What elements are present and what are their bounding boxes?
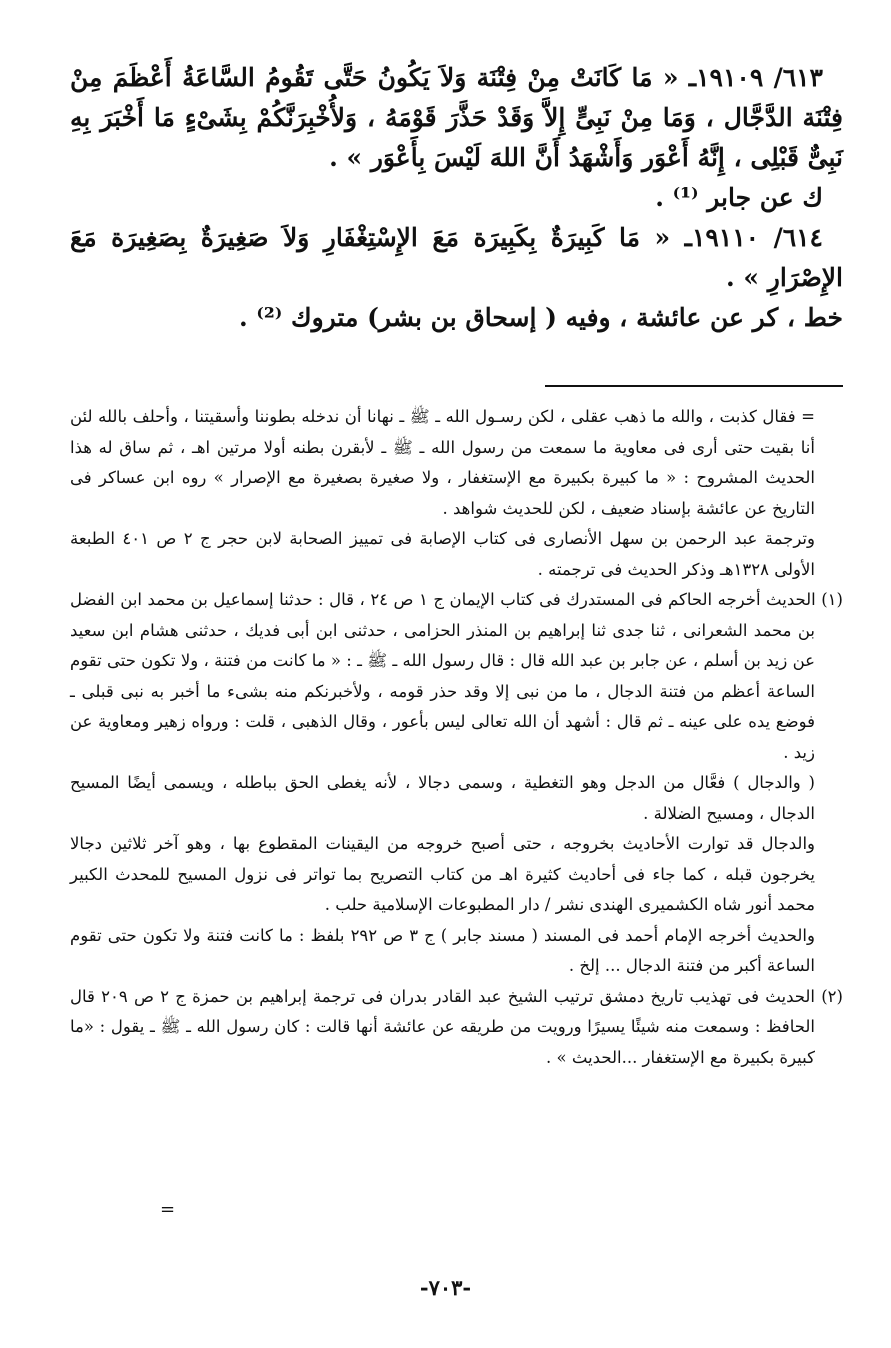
- footnotes: [70, 402, 843, 1073]
- footnote-separator: [545, 385, 843, 387]
- page-number: -٧٠٣-: [419, 1275, 472, 1300]
- source-614: خط ، كر عن عائشة ، وفيه ( إسحاق بن بشر) متروك ⁽²⁾ .: [239, 303, 843, 332]
- footnote-1-paragraph-d: والحديث أخرجه الإمام أحمد فى المسند ( مسند جابر ) ج ٣ ص ٢٩٢ بلفظ : ما كانت فتنة ولا تكون حتى تقوم الساعة أكبر من فتنة الدجال ... إلخ .: [70, 925, 815, 975]
- hadith-614: ٦١٤/ ١٩١١٠ـ « مَا كَبِيرَةٌ بِكَبِيرَة مَعَ الإِسْتِغْفَارِ وَلاَ صَغِيرَةٌ بِصَغِيرَة مَعَ الإِصْرَارِ » .: [70, 223, 843, 292]
- footnote-1-paragraph-b: ( والدجال ) فعَّال من الدجل وهو التغطية ، وسمى دجالا ، لأنه يغطى الحق بباطله ، ويسمى أيضًا المسيح الدجال ، ومسيح الضلالة .: [70, 773, 815, 823]
- footnote-2: (٢) الحديث فى تهذيب تاريخ دمشق ترتيب الشيخ عبد القادر بدران فى ترجمة إبراهيم بن حمزة ج ٢ ص ٢٠٩ قال الحافظ : وسمعت منه شيئًا يسيرًا ورويت من طريقه عن عائشة أنها قالت : كان رسول الله ـ ﷺ ـ يقول : «ما كبيرة بكبيرة مع الإستغفار ...الحديث » .: [70, 986, 843, 1067]
- hadith-613: ٦١٣/ ١٩١٠٩ـ « مَا كَانَتْ مِنْ فِتْنَة وَلاَ يَكُونُ حَتَّى تَقُومُ السَّاعَةُ أَعْظَمَ مِنْ فِتْنَة الدَّجَّال ، وَمَا مِنْ نَبِىٍّ إِلاَّ وَقَدْ حَذَّرَ قَوْمَهُ ، وَلأُخْبِرَنَّكُمْ بِشَىْءٍ مَا أَخْبَرَ بِهِ نَبِىٌّ قَبْلِى ، إِنَّهُ أَعْوَر وَأَشْهَدُ أَنَّ اللهَ لَيْسَ بِأَعْوَر » .: [70, 63, 843, 172]
- source-613: ك عن جابر ⁽¹⁾ .: [655, 183, 823, 212]
- footnote-continuation-2: وترجمة عبد الرحمن بن سهل الأنصارى فى كتاب الإصابة فى تمييز الصحابة لابن حجر ج ٢ ص ٤٠١ الطبعة الأولى ١٣٢٨هـ وذكر الحديث فى ترجمته .: [70, 529, 815, 579]
- main-text: [70, 58, 843, 338]
- footnote-1-paragraph-c: والدجال قد توارت الأحاديث بخروجه ، حتى أصبح خروجه من اليقينات المقطوع بها ، وهو آخر ثلاثين دجالا يخرجون قبله ، كما جاء فى أحاديث كثيرة اهـ من كتاب التصريح بما تواتر فى نزول المسيح للمحدث الكبير محمد أنور شاه الكشميرى الهندى نشر / دار المطبوعات الإسلامية حلب .: [70, 834, 815, 914]
- footnote-1: (١) الحديث أخرجه الحاكم فى المستدرك فى كتاب الإيمان ج ١ ص ٢٤ ، قال : حدثنا إسماعيل بن محمد ابن الفضل بن محمد الشعرانى ، ثنا جدى ثنا إبراهيم بن المنذر الحزامى ، حدثنى ابن أبى فديك ، حدثنى هشام ابن سعيد عن زيد بن أسلم ، عن جابر بن عبد الله قال : قال رسول الله ـ ﷺ ـ : « ما كانت من فتنة ، ولا تكون حتى تقوم الساعة أعظم من فتنة الدجال ، ما من نبى إلا وقد حذر قومه ، ولأخبرنكم منه بشىء ما أخبر به نبى قبلى ـ فوضع يده على عينه ـ ثم قال : أشهد أن الله تعالى ليس بأعور ، وقال الذهبى ، قلت : ورواه زهير ومعاوية عن زيد .: [70, 590, 843, 762]
- continued-mark: =: [160, 1199, 176, 1220]
- footnote-continuation: = فقال كذبت ، والله ما ذهب عقلى ، لكن رسـول الله ـ ﷺ ـ نهانا أن ندخله بطوننا وأسقيتنا ، وأحلف بالله لئن أنا بقيت حتى أرى فى معاوية ما سمعت من رسول الله ـ ﷺ ـ لأبقرن بطنه أولا مرتين اهـ ، ثم ساق له هذا الحديث المشروح : « ما كبيرة بكبيرة مع الإستغفار ، ولا صغيرة بصغيرة مع الإصرار » روه ابن عساكر فى التاريخ عن عائشة بإسناد ضعيف ، لكن للحديث شواهد .: [70, 407, 815, 518]
